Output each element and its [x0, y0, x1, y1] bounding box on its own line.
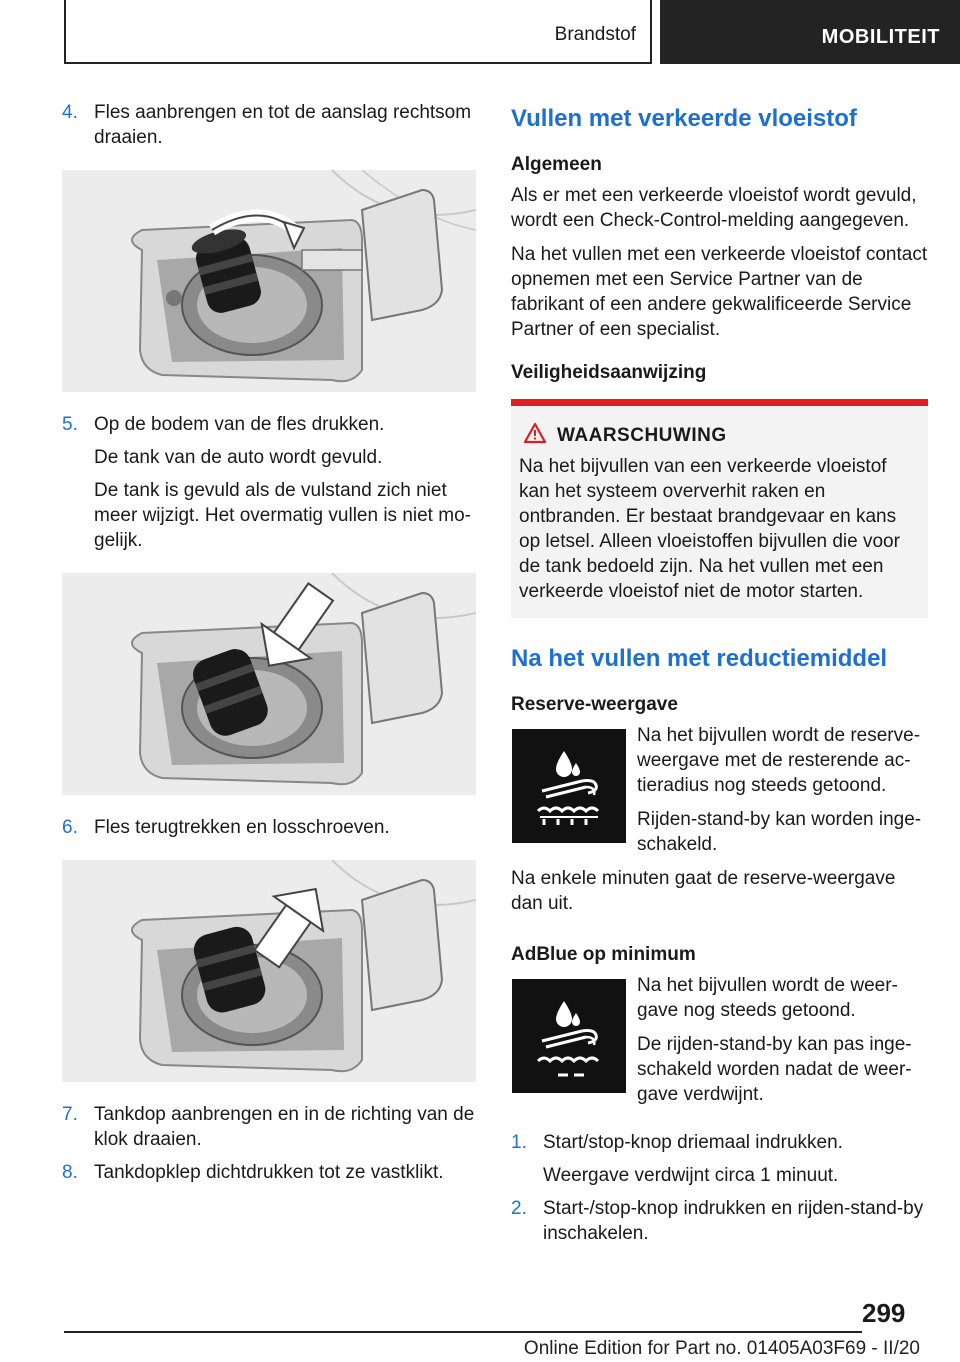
step-number: 1. — [511, 1132, 527, 1153]
step-text: Fles terugtrekken en losschroeven. — [94, 817, 390, 838]
warning-triangle-icon — [523, 422, 547, 451]
step-number: 8. — [62, 1162, 78, 1183]
warning-text: Na het bijvullen van een verkeerde vloeistof kan het systeem oververhit raken en ontbranden. Er bestaat brandgevaar en kans op letsel. Alleen vloeistoffen bijvullen die voor de tank bedoeld zijn. Na het vullen met een verkeerde vloeistof niet de motor starten. — [519, 456, 900, 602]
chapter-title: MOBILITEIT — [821, 26, 940, 48]
step-number: 5. — [62, 414, 78, 435]
illustration-screw-bottle — [62, 170, 476, 392]
left-column — [62, 100, 476, 1193]
section-heading-reductant: Na het vullen met reductiemiddel — [511, 645, 888, 672]
page-number: 299 — [862, 1298, 906, 1328]
step-subtext: Weergave verdwijnt circa 1 minuut. — [543, 1165, 839, 1186]
page-header — [64, 0, 960, 64]
step-subtext: De tank is gevuld als de vulstand zich niet meer wijzigt. Het overmatig vullen is niet mogelijk. — [94, 480, 471, 551]
paragraph: De rijden-stand-by kan pas ingeschakeld worden nadat de weergave verdwijnt. — [637, 1034, 912, 1105]
step-subtext: De tank van de auto wordt gevuld. — [94, 447, 383, 468]
step-number: 4. — [62, 102, 78, 123]
step-number: 6. — [62, 817, 78, 838]
paragraph: Na het bijvullen wordt de reserveweergave met de resterende actieradius nog steeds getoond. — [637, 725, 921, 796]
step-7 — [62, 1102, 476, 1152]
paragraph: Rijden-stand-by kan worden ingeschakeld. — [637, 809, 922, 855]
step-text: Start-/stop-knop indrukken en rijden-stand-by inschakelen. — [543, 1198, 924, 1244]
footer-rule — [64, 1331, 862, 1333]
minimum-display-row — [511, 973, 928, 1107]
warning-title-text: WAARSCHUWING — [557, 425, 727, 446]
paragraph: Als er met een verkeerde vloeistof wordt gevuld, wordt een Check-Control-melding aangegeven. — [511, 185, 917, 231]
step-text: Tankdopklep dichtdrukken tot ze vastklikt. — [94, 1162, 444, 1183]
warning-box — [511, 399, 928, 618]
step-number: 2. — [511, 1198, 527, 1219]
section-heading-wrong-fluid: Vullen met verkeerde vloeistof — [511, 105, 857, 132]
reset-step-2 — [511, 1196, 928, 1246]
step-text: Start/stop-knop driemaal indrukken. — [543, 1132, 843, 1153]
subheading-adblue-minimum: AdBlue op minimum — [511, 944, 696, 965]
step-4 — [62, 100, 476, 150]
step-text: Fles aanbrengen en tot de aanslag rechtsom draaien. — [94, 102, 472, 148]
paragraph: Na het bijvullen wordt de weergave nog steeds getoond. — [637, 975, 898, 1021]
right-column — [511, 100, 928, 1254]
reserve-display-row — [511, 723, 928, 857]
step-8 — [62, 1160, 476, 1185]
chapter-tab — [660, 0, 960, 64]
subheading-general: Algemeen — [511, 154, 602, 175]
reset-step-1 — [511, 1130, 928, 1188]
subheading-reserve: Reserve-weergave — [511, 694, 678, 715]
adblue-minimum-display-icon — [512, 979, 626, 1093]
illustration-pull-bottle — [62, 860, 476, 1082]
paragraph: Na enkele minuten gaat de reserve-weergave dan uit. — [511, 868, 896, 914]
step-number: 7. — [62, 1104, 78, 1125]
edition-note: Online Edition for Part no. 01405A03F69 - II/20 — [523, 1338, 920, 1359]
subheading-safety: Veiligheidsaanwijzing — [511, 362, 707, 383]
step-6 — [62, 815, 476, 840]
section-title: Brandstof — [554, 24, 636, 45]
step-5 — [62, 412, 476, 553]
warning-title — [557, 424, 920, 448]
reserve-display-icon — [512, 729, 626, 843]
illustration-press-bottle — [62, 573, 476, 795]
paragraph: Na het vullen met een verkeerde vloeistof contact opnemen met een Service Partner van de fabrikant of een andere gekwalificeerde Service Partner of een specialist. — [511, 244, 928, 340]
step-text: Op de bodem van de fles drukken. — [94, 414, 385, 435]
step-text: Tankdop aanbrengen en in de richting van de klok draaien. — [94, 1104, 475, 1150]
